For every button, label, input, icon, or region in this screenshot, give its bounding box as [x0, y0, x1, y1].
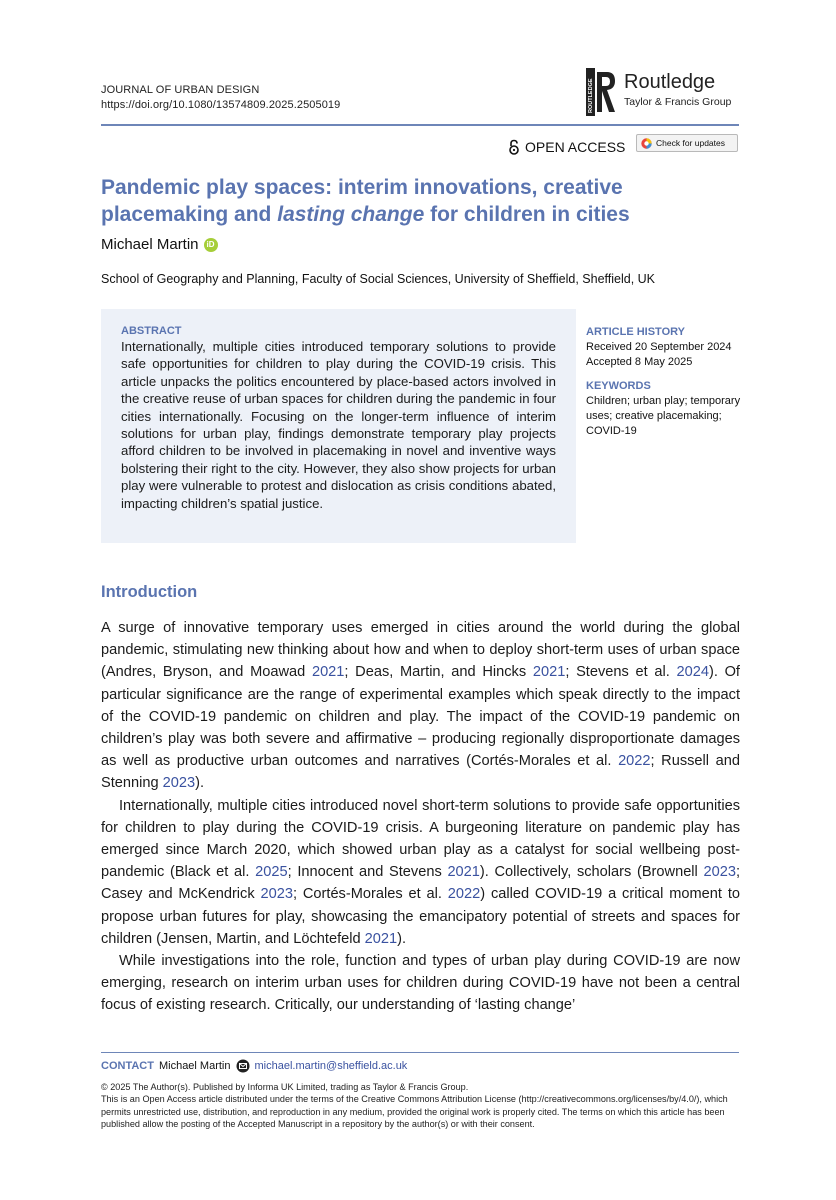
- citation-link[interactable]: 2023: [162, 775, 196, 792]
- paragraph-text: ). Of particular significance are the range of experimental examples which speak directly to the impact of the COVID-19 pandemic on children and play. The impact of the COVID-19 pandemic on children’s play was both severe and affirmative – producing regionally disproportionate damages as well as productive urban outcomes and narratives (Cortés-Morales et al.: [101, 664, 740, 770]
- orcid-icon[interactable]: iD: [204, 238, 218, 252]
- check-for-updates-label: Check for updates: [656, 138, 725, 148]
- paragraph-text: ; Casey and McKendrick: [101, 864, 741, 903]
- keywords-heading: KEYWORDS: [586, 380, 651, 392]
- citation-link[interactable]: 2025: [255, 864, 288, 881]
- citation-link[interactable]: 2021: [532, 664, 566, 681]
- contact-email-link[interactable]: michael.martin@sheffield.ac.uk: [254, 1060, 408, 1072]
- title-italic: lasting change: [277, 203, 425, 226]
- paragraph-text: ). Collectively, scholars (Brownell: [479, 864, 704, 881]
- title-part2: for children in cities: [424, 203, 630, 226]
- license-footer: [101, 1081, 741, 1131]
- abstract-text: Internationally, multiple cities introduced temporary solutions to provide safe opportunities for children to play during the COVID-19 crisis. This article unpacks the politics encountered by place-based actors involved in the creative reuse of urban spaces for children during the pandemic in four cities internationally. Focusing on the longer-term influence of interim solutions for urban play, findings demonstrate temporary play projects afford children to be involved in placemaking in novel and inventive ways bolstering their right to the city. However, they also show projects for urban play were vulnerable to protest and dislocation as crisis conditions abated, impacting children’s spatial justice.: [121, 339, 556, 511]
- citation-link[interactable]: 2021: [447, 864, 480, 881]
- citation-link[interactable]: 2023: [703, 864, 736, 881]
- email-icon: [236, 1059, 250, 1073]
- keywords-list: Children; urban play; temporary uses; creative placemaking; COVID-19: [586, 395, 741, 437]
- header-rule: [101, 124, 739, 126]
- open-access-badge: [508, 139, 625, 155]
- citation-link[interactable]: 2022: [447, 886, 481, 903]
- publisher-name: Routledge: [624, 71, 716, 93]
- author-line: [101, 236, 218, 253]
- paragraph-text: Internationally, multiple cities introduced novel short-term solutions to provide safe opportunities for children to play during the COVID-19 crisis. A burgeoning literature on pandemic play has emerged since March 2020, which showed urban play as a catalyst for social wellbeing post-pandemic (Black et al.: [101, 797, 740, 881]
- abstract-heading: ABSTRACT: [121, 325, 182, 337]
- license-text: This is an Open Access article distributed under the terms of the Creative Commons Attribution License (http://creativecommons.org/licenses/by/4.0/), which permits unrestricted use, distribution, and reproduction in any medium, provided the original work is properly cited. The terms on which this article has been published allow the posting of the Accepted Manuscript in a repository by the author(s) or with their consent.: [101, 1094, 728, 1130]
- paragraph-text: ).: [397, 930, 407, 947]
- check-for-updates-button[interactable]: [636, 134, 738, 152]
- paragraph-3: [101, 950, 740, 1017]
- copyright-line: © 2025 The Author(s). Published by Informa UK Limited, trading as Taylor & Francis Group.: [101, 1082, 469, 1092]
- paragraph-2: [101, 795, 740, 950]
- open-lock-icon: [508, 139, 520, 155]
- crossmark-icon: [641, 138, 652, 149]
- contact-line: [101, 1059, 407, 1073]
- logo-spine-text: ROUTLEDGE: [588, 78, 595, 113]
- paragraph-text: ; Russell and Stenning: [101, 753, 740, 792]
- routledge-r-icon: [586, 68, 616, 116]
- citation-link[interactable]: 2022: [618, 753, 651, 770]
- paragraph-text: ; Innocent and Stevens: [287, 864, 448, 881]
- paragraph-1: [101, 617, 740, 795]
- article-history-heading: ARTICLE HISTORY: [586, 326, 686, 338]
- journal-doi[interactable]: https://doi.org/10.1080/13574809.2025.2505019: [101, 99, 341, 111]
- citation-link[interactable]: 2024: [676, 664, 709, 681]
- affiliation: School of Geography and Planning, Faculty of Social Sciences, University of Sheffield, Sheffield, UK: [101, 272, 656, 286]
- abstract-box: [101, 309, 576, 543]
- journal-name: JOURNAL OF URBAN DESIGN: [101, 84, 260, 96]
- title-part1: Pandemic play spaces: interim innovations, creative placemaking and: [101, 176, 623, 226]
- paragraph-text: A surge of innovative temporary uses emerged in cities around the world during the global pandemic, stimulating new thinking about how and when to deploy short-term uses of urban space (Andres, Bryson, and Moawad: [101, 620, 740, 681]
- publisher-group: Taylor & Francis Group: [624, 96, 732, 108]
- paragraph-text: ; Stevens et al.: [565, 664, 677, 681]
- accepted-date: Accepted 8 May 2025: [586, 356, 693, 368]
- introduction-heading: Introduction: [101, 583, 198, 601]
- author-name[interactable]: Michael Martin: [101, 236, 199, 253]
- citation-link[interactable]: 2021: [364, 930, 398, 947]
- paragraph-text: ; Cortés-Morales et al.: [292, 886, 448, 903]
- paragraph-text: ; Deas, Martin, and Hincks: [344, 664, 533, 681]
- article-title: [101, 174, 741, 228]
- journal-header: [101, 83, 340, 113]
- footer-rule: [101, 1052, 739, 1053]
- contact-name: Michael Martin: [158, 1060, 231, 1072]
- routledge-logo: [586, 68, 746, 118]
- article-meta-panel: [586, 325, 746, 439]
- citation-link[interactable]: 2023: [260, 886, 293, 903]
- received-date: Received 20 September 2024: [586, 341, 732, 353]
- citation-link[interactable]: 2021: [311, 664, 345, 681]
- introduction-body: [101, 617, 740, 1017]
- open-access-label: OPEN ACCESS: [525, 139, 626, 155]
- paragraph-text: ) called COVID-19 a critical moment to propose urban futures for play, showcasing the emancipatory potential of streets and spaces for children (Jensen, Martin, and Löchtefeld: [101, 886, 740, 947]
- contact-label: CONTACT: [101, 1060, 154, 1072]
- paragraph-text: ).: [195, 775, 205, 792]
- paragraph-text: While investigations into the role, function and types of urban play during COVID-19 are now emerging, research on interim urban uses for children during COVID-19 have not been a central focus of existing research. Critically, our understanding of ‘lasting change’: [101, 953, 740, 1014]
